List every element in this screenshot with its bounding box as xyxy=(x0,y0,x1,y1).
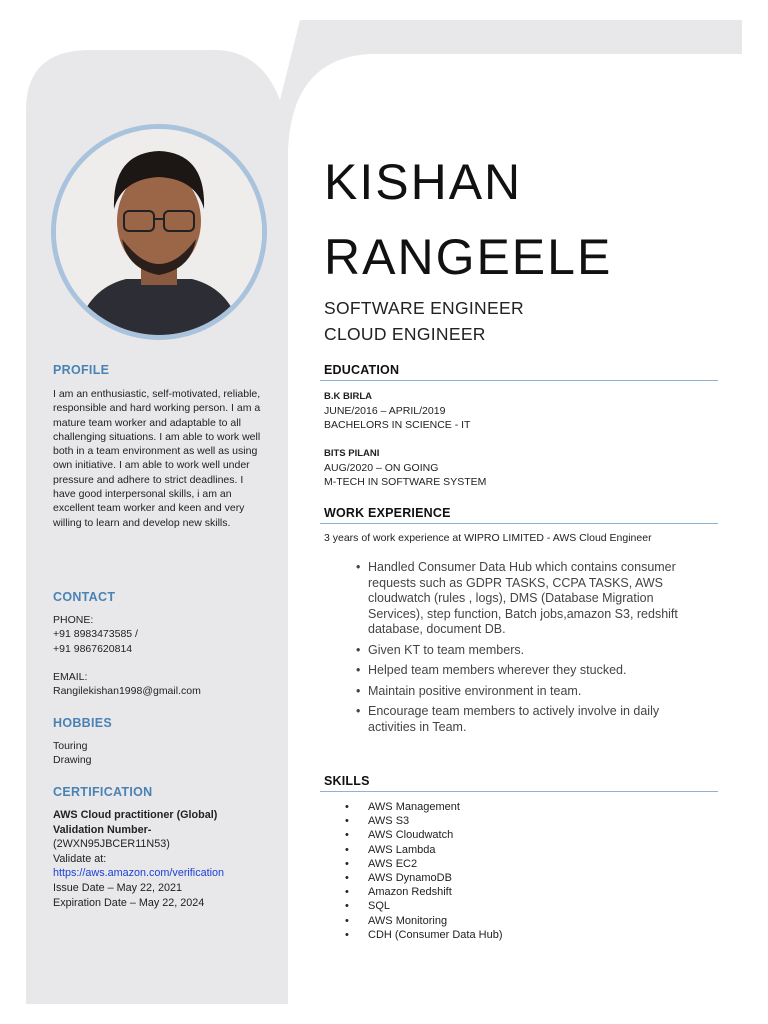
list-item: • Amazon Redshift xyxy=(345,886,452,899)
list-item: • Maintain positive environment in team. xyxy=(356,684,701,700)
contact-heading: CONTACT xyxy=(53,590,116,604)
education-dates: JUNE/2016 – APRIL/2019 xyxy=(324,405,446,417)
education-degree: BACHELORS IN SCIENCE - IT xyxy=(324,419,471,431)
list-item: • AWS DynamoDB xyxy=(345,872,452,885)
skill-text: AWS Cloudwatch xyxy=(368,829,454,842)
list-item: • CDH (Consumer Data Hub) xyxy=(345,928,503,941)
email-block xyxy=(53,670,201,699)
first-name: KISHAN xyxy=(324,154,523,210)
education-heading: EDUCATION xyxy=(324,363,400,377)
work-bullet-text: Handled Consumer Data Hub which contains consumer requests such as GDPR TASKS, CCPA TASKS, AWS cloudwatch (rules , logs), DMS (Database Migration Services), step function, Batch jobs,amazon S3, redshift database, document DB. xyxy=(368,560,678,636)
list-item: • Handled Consumer Data Hub which contains consumer requests such as GDPR TASKS, CCPA TASKS, AWS cloudwatch (rules , logs), DMS (Database Migration Services), step function, Batch jobs,amazon S3, redshift database, document DB. xyxy=(356,560,701,638)
work-bullet-text: Helped team members wherever they stucked. xyxy=(368,663,627,677)
list-item: • SQL xyxy=(345,900,391,913)
work-intro: 3 years of work experience at WIPRO LIMITED - AWS Cloud Engineer xyxy=(324,532,652,544)
cert-name: AWS Cloud practitioner (Global) xyxy=(53,809,218,821)
work-bullet-text: Encourage team members to actively involve in daily activities in Team. xyxy=(368,704,660,734)
profile-text: I am an enthusiastic, self-motivated, reliable, responsible and hard working person. I am a mature team worker and adaptable to all challenging situations. I am able to work well both in a team environment as well as using own initiative. I am able to work well under pressure and adhere to strict deadlines. I have good interpersonal skills, i am an excellent team worker and keen and very willing to learn and develop new skills. xyxy=(53,388,261,529)
hobbies-list xyxy=(53,739,92,768)
work-divider xyxy=(320,523,718,524)
skills-divider xyxy=(320,791,718,792)
skill-text: AWS S3 xyxy=(368,815,410,828)
profile-heading: PROFILE xyxy=(53,363,110,377)
phone-number-2: +91 9867620814 xyxy=(53,642,133,655)
skill-text: AWS Management xyxy=(368,801,460,813)
list-item: • Given KT to team members. xyxy=(356,643,701,659)
email-address: Rangilekishan1998@gmail.com xyxy=(53,685,201,698)
skill-text: AWS EC2 xyxy=(368,857,418,870)
list-item: • Encourage team members to actively involve in daily activities in Team. xyxy=(356,704,701,735)
work-bullet-text: Maintain positive environment in team. xyxy=(368,683,582,698)
email-label: EMAIL: xyxy=(53,671,88,683)
list-item: • AWS Monitoring xyxy=(345,914,448,927)
skill-text: AWS DynamoDB xyxy=(368,872,452,885)
work-bullet-list xyxy=(356,560,701,740)
education-dates: AUG/2020 – ON GOING xyxy=(324,462,439,474)
school-name: BITS PILANI xyxy=(324,448,380,459)
phone-block xyxy=(53,613,138,656)
skill-text: AWS Lambda xyxy=(368,843,436,856)
certification-heading: CERTIFICATION xyxy=(53,785,153,799)
education-entry xyxy=(324,447,486,489)
work-bullet-text: Given KT to team members. xyxy=(368,642,525,657)
education-degree: M-TECH IN SOFTWARE SYSTEM xyxy=(324,476,487,488)
list-item: • Helped team members wherever they stucked. xyxy=(356,663,701,679)
person-portrait-icon xyxy=(56,129,262,335)
skill-text: Amazon Redshift xyxy=(368,886,452,899)
job-title-1: SOFTWARE ENGINEER xyxy=(324,298,524,318)
hobbies-heading: HOBBIES xyxy=(53,716,113,730)
profile-photo xyxy=(56,129,262,335)
cert-issue-date: Issue Date – May 22, 2021 xyxy=(53,881,183,894)
education-entry xyxy=(324,390,470,432)
cert-validate-at: Validate at: xyxy=(53,852,107,865)
list-item: • AWS Lambda xyxy=(345,843,436,856)
cert-expiry-date: Expiration Date – May 22, 2024 xyxy=(53,896,205,909)
certification-block xyxy=(53,808,224,910)
job-title-2: CLOUD ENGINEER xyxy=(324,324,486,344)
cert-number: (2WXN95JBCER11N53) xyxy=(53,838,170,851)
hobby-item: Touring xyxy=(53,740,88,752)
hobby-item: Drawing xyxy=(53,754,92,767)
skills-list xyxy=(345,800,502,942)
profile-photo-ring xyxy=(51,124,267,340)
list-item: • AWS Management xyxy=(345,801,460,813)
skills-heading: SKILLS xyxy=(324,774,370,788)
skill-text: AWS Monitoring xyxy=(368,914,448,927)
list-item: • AWS EC2 xyxy=(345,857,418,870)
work-experience-heading: WORK EXPERIENCE xyxy=(324,506,451,520)
last-name: RANGEELE xyxy=(324,229,613,285)
education-divider xyxy=(320,380,718,381)
list-item: • AWS S3 xyxy=(345,815,410,828)
cert-validation-label: Validation Number- xyxy=(53,823,152,836)
skill-text: SQL xyxy=(368,900,391,913)
list-item: • AWS Cloudwatch xyxy=(345,829,454,842)
phone-label: PHONE: xyxy=(53,614,94,626)
skill-text: CDH (Consumer Data Hub) xyxy=(368,928,503,941)
cert-verification-link[interactable]: https://aws.amazon.com/verification xyxy=(53,867,225,880)
phone-number-1: +91 8983473585 / xyxy=(53,628,138,641)
school-name: B.K BIRLA xyxy=(324,391,373,402)
